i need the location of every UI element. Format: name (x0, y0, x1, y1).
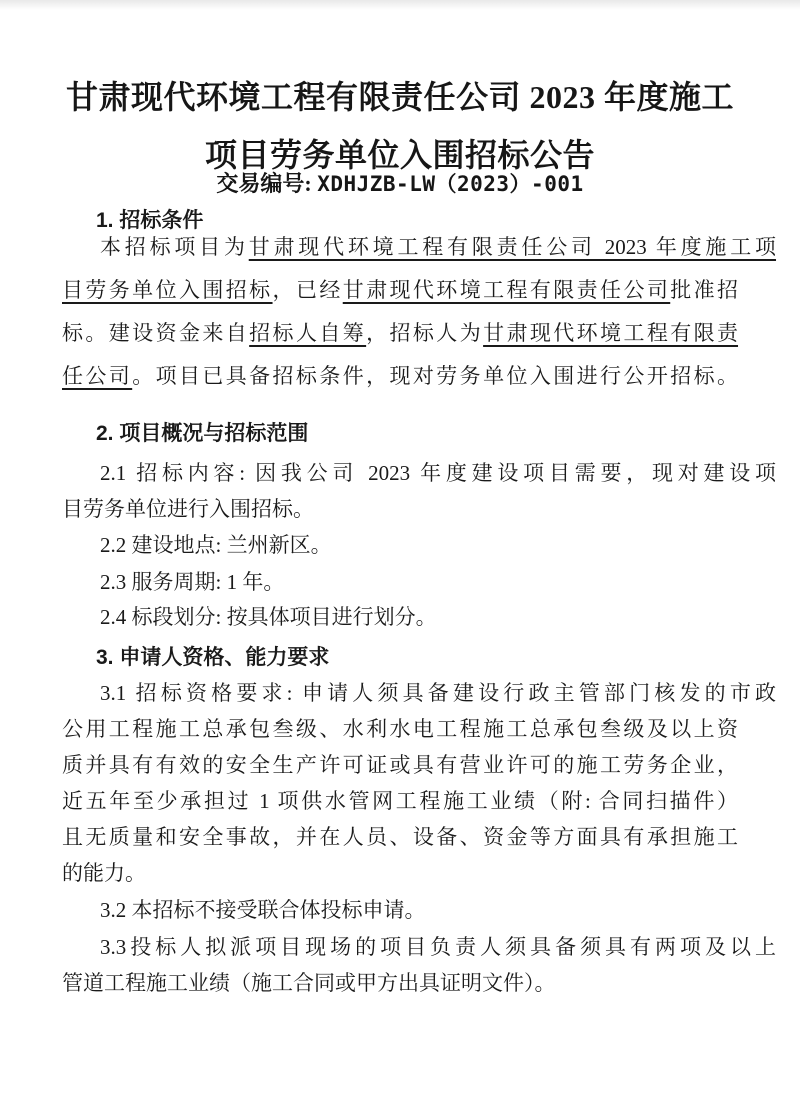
text-line (62, 277, 738, 303)
plain-text: 质并具有有效的安全生产许可证或具有营业许可的施工劳务企业， (62, 753, 738, 777)
document-title-line-1: 甘肃现代环境工程有限责任公司 2023 年度施工 (65, 79, 734, 115)
plain-text: ，已经 (272, 278, 343, 302)
plain-text: 3.3投标人拟派项目现场的项目负责人须具备须具有两项及以上 (100, 935, 776, 959)
text-line (62, 460, 776, 486)
text-line (62, 716, 738, 742)
plain-text: 近五年至少承担过 1 项供水管网工程施工业绩（附: 合同扫描件） (62, 789, 738, 813)
section-heading-1: 1. 招标条件 (96, 209, 204, 232)
document-title-line-2: 项目劳务单位入围招标公告 (204, 137, 595, 173)
section-heading-3: 3. 申请人资格、能力要求 (96, 646, 330, 669)
trade-number (0, 170, 800, 198)
text-line (62, 604, 776, 630)
plain-text: 。项目已具备招标条件，现对劳务单位入围进行公开招标。 (132, 364, 739, 388)
text-line (62, 824, 738, 850)
plain-text: 标。建设资金来自 (62, 321, 250, 345)
plain-text: 且无质量和安全事故，并在人员、设备、资金等方面具有承担施工 (62, 825, 738, 849)
underlined-text: 甘肃现代环境工程有限责 (483, 321, 739, 345)
text-line (62, 934, 776, 960)
text-line (62, 234, 776, 260)
text-line (62, 788, 738, 814)
plain-text: 公用工程施工总承包叁级、水利水电工程施工总承包叁级及以上资 (62, 717, 738, 741)
underlined-text: 招标人自筹 (249, 321, 367, 345)
text-line (62, 496, 738, 522)
underlined-text: 任公司 (62, 364, 133, 388)
text-line (62, 569, 776, 595)
text-line (62, 363, 738, 389)
plain-text: 批准招 (670, 278, 739, 302)
text-line (62, 532, 776, 558)
underlined-text: 目劳务单位入围招标 (62, 278, 273, 302)
text-line (62, 752, 738, 778)
trade-number-value: XDHJZB-LW（2023）-001 (317, 172, 584, 196)
text-line (62, 860, 738, 886)
plain-text: 目劳务单位进行入围招标。 (62, 497, 314, 521)
text-line (62, 320, 738, 346)
plain-text: 的能力。 (62, 861, 146, 885)
plain-text: 3.2 本招标不接受联合体投标申请。 (100, 898, 426, 922)
underlined-text: 甘肃现代环境工程有限责任公司 (342, 278, 671, 302)
plain-text: 2.3 服务周期: 1 年。 (100, 570, 285, 594)
plain-text: 管道工程施工业绩（施工合同或甲方出具证明文件）。 (62, 971, 556, 995)
plain-text: 2.2 建设地点: 兰州新区。 (100, 533, 332, 557)
plain-text: ，招标人为 (366, 321, 484, 345)
text-line (62, 680, 776, 706)
section-heading-2: 2. 项目概况与招标范围 (96, 422, 309, 445)
trade-number-label: 交易编号: (216, 171, 318, 196)
plain-text: 2.1 招标内容: 因我公司 2023 年度建设项目需要，现对建设项 (100, 461, 776, 485)
text-line (62, 970, 738, 996)
plain-text: 3.1 招标资格要求: 申请人须具备建设行政主管部门核发的市政 (100, 681, 776, 705)
text-line (62, 897, 776, 923)
plain-text: 本招标项目为 (100, 235, 249, 259)
underlined-text: 甘肃现代环境工程有限责任公司 2023 年度施工项 (248, 235, 777, 259)
plain-text: 2.4 标段划分: 按具体项目进行划分。 (100, 605, 437, 629)
